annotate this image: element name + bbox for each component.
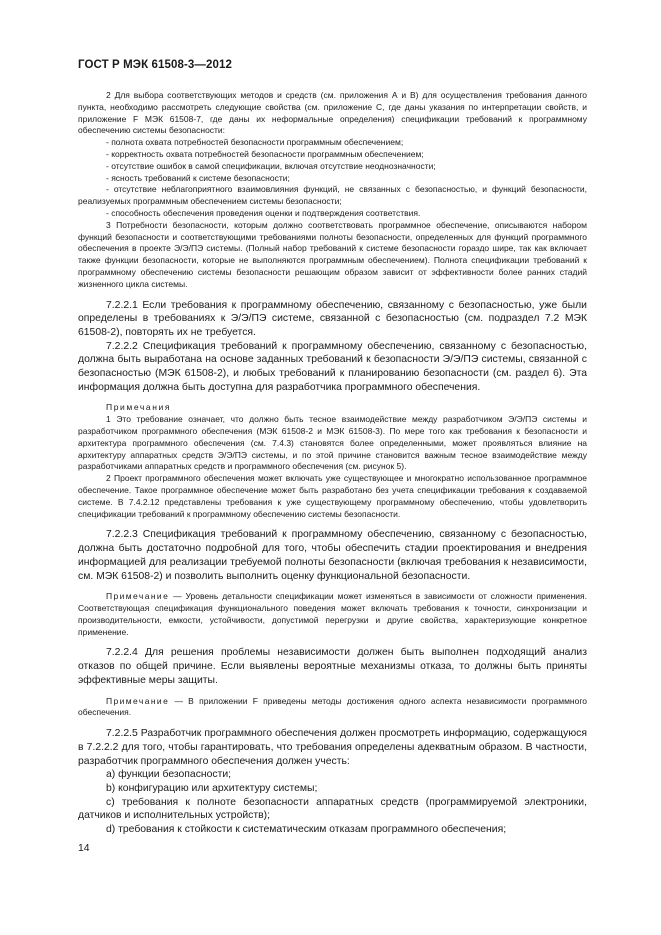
bullet-item: - способность обеспечения проведения оценки и подтверждения соответствия.: [106, 207, 421, 218]
clause-7-2-2-5: 7.2.2.5 Разработчик программного обеспечения должен просмотреть информацию, содержащуюся в 7.2.2.2 для того, чтобы гарантировать, что требования определены адекватным образом. В частности, разработчик программного обеспечения должен учесть:: [78, 728, 587, 767]
list-item-a: а) функции безопасности;: [106, 769, 232, 781]
small-paragraph-3: 3 Потребности безопасности, которым должно соответствовать программное обеспечение, описываются набором функций безопасности и соответствующими требованиями полноты безопасности, определенных для функций программного обеспечения в проекте Э/Э/ПЭ системы. (Полный набор требований к системе безопасности гораздо шире, так как включает также функции безопасности, которые не выполняются программным обеспечением). Полнота спецификации требований к программному обеспечению системы безопасности решающим образом зависит от эффективности более ранних стадий жизненного цикла системы.: [78, 219, 587, 289]
note-label: Примечание: [106, 591, 170, 602]
note-3-text: — Уровень детальности спецификации может изменяться в зависимости от сложности применения. Соответствующая спецификация функционального поведения может включать требования к точности, синхронизации и производительности, емкости, устойчивости, допустимой перегрузки и другие свойства, характеризующие конкретное применение.: [78, 591, 587, 637]
note-4: [78, 696, 587, 720]
note-2: 2 Проект программного обеспечения может включать уже существующее и многократно использованное программное обеспечение. Такое программное обеспечение может быть разработано без учета спецификации требования к создаваемой системе. В 7.4.2.12 представлены требования к уже существующему программному обеспечению, чтобы удовлетворить спецификации требований к программному обеспечению системы безопасности.: [78, 473, 587, 519]
note-4-text: — В приложении F приведены методы достижения одного аспекта независимости программного обеспечения.: [78, 695, 587, 718]
list-item-b: b) конфигурацию или архитектуру системы;: [106, 782, 318, 794]
note-3: [78, 591, 587, 638]
clause-7-2-2-4: 7.2.2.4 Для решения проблемы независимости должен быть выполнен подходящий анализ отказов по общей причине. Если выявлены вероятные механизмы отказа, то должны быть приняты эффективные меры защиты.: [78, 647, 587, 686]
small-paragraph-2: 2 Для выбора соответствующих методов и средств (см. приложения А и В) для осуществления требования данного пункта, необходимо рассмотреть следующие свойства (см. приложение С, где даны указания по интерпретации свойств, и приложение F МЭК 61508-7, где даны их неформальные определения) спецификации требований к программному обеспечению системы безопасности:: [78, 90, 587, 136]
bullet-item: - ясность требований к системе безопасности;: [106, 172, 290, 183]
note-label: Примечание: [106, 695, 170, 706]
document-header: ГОСТ Р МЭК 61508-3—2012: [78, 59, 232, 71]
page-content: [78, 90, 587, 837]
clause-7-2-2-1: 7.2.2.1 Если требования к программному обеспечению, связанному с безопасностью, уже были определены в требованиях к Э/Э/ПЭ системе, связанной с безопасностью (см. подраздел 7.2 МЭК 61508-2), повторять их не требуется.: [78, 299, 587, 338]
bullet-item: - корректность охвата потребностей безопасности программным обеспечением;: [106, 148, 424, 159]
clause-7-2-2-3: 7.2.2.3 Спецификация требований к программному обеспечению, связанному с безопасностью, должна быть достаточно подробной для того, чтобы обеспечить стадии проектирования и внедрения информацией для реализации требуемой полноты безопасности (включая требования к независимости, см. МЭК 61508-2) и позволить выполнить оценку функциональной безопасности.: [78, 529, 587, 582]
bullet-item: - полнота охвата потребностей безопасности программным обеспечением;: [106, 137, 404, 148]
bullet-item: - отсутствие неблагоприятного взаимовлияния функций, не связанных с безопасностью, и функций безопасности, реализуемых программным обеспечением системы безопасности;: [78, 184, 587, 207]
bullet-item: - отсутствие ошибок в самой спецификации, включая отсутствие неоднозначности;: [106, 160, 436, 171]
clause-7-2-2-2: 7.2.2.2 Спецификация требований к программному обеспечению, связанному с безопасностью, должна быть выработана на основе заданных требований к безопасности Э/Э/ПЭ системы, связанной с безопасностью (МЭК 61508-2), и любых требований к планированию безопасности (см. раздел 6). Эта информация должна быть доступна для разработчика программного обеспечения.: [78, 340, 587, 393]
list-item-c: с) требования к полноте безопасности аппаратных средств (программируемой электроники, датчиков и исполнительных устройств);: [78, 796, 587, 822]
list-item-d: d) требования к стойкости к систематическим отказам программного обеспечения;: [106, 824, 507, 836]
note-1: 1 Это требование означает, что должно быть тесное взаимодействие между разработчиком Э/Э/ПЭ системы и разработчиком программного обеспечения (МЭК 61508-2 и МЭК 61508-3). По мере того как требования к безопасности и архитектура программного обеспечения (см. 7.4.3) становятся более определенными, может проявляться влияние на архитектуру аппаратных средств Э/Э/ПЭ системы, и по этой причине становится важным тесное взаимодействие между разработчиками аппаратных средств и программного обеспечения (см. рисунок 5).: [78, 414, 587, 472]
page-number: 14: [78, 843, 90, 854]
notes-title-text: Примечания: [106, 402, 172, 413]
notes-title: [78, 402, 587, 414]
